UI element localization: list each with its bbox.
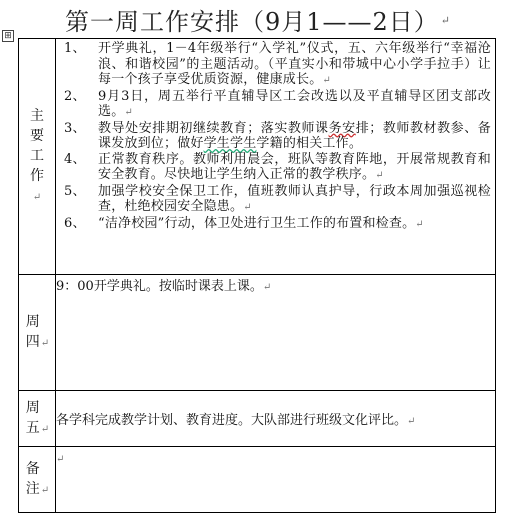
item-text: 加强学校安全保卫工作，值班教师认真护导，行政本周加强巡视检查，杜绝校园安全隐患。: [98, 183, 491, 214]
item-text-part: 排；教师教材教参、备课发放到位；做好: [98, 120, 491, 151]
item-number: 5、: [64, 183, 86, 199]
paragraph-mark: ↵: [40, 423, 50, 435]
thursday-content[interactable]: [56, 275, 496, 391]
table-row-friday: [19, 391, 496, 447]
paragraph-mark: ↵: [375, 170, 384, 181]
row-label-cell: [19, 39, 56, 275]
row-label-cell: [19, 447, 56, 513]
item-number: 4、: [64, 151, 86, 167]
row-label-cell: [19, 391, 56, 447]
list-item: [62, 41, 491, 89]
item-text: 9月3日，周五举行平直辅导区工会改选以及平直辅导区团支部改选。: [98, 88, 491, 119]
notes-content[interactable]: [56, 447, 496, 513]
row-label-notes: 备注: [25, 460, 40, 497]
item-text: “洁净校园”行动，体卫处进行卫生工作的布置和检查。: [98, 215, 416, 231]
row-label-cell: [19, 275, 56, 391]
table-move-handle-icon[interactable]: ⊞: [2, 30, 14, 42]
row-label-main-work: 主要工作: [30, 107, 44, 184]
thursday-text: 9：00开学典礼。按临时课表上课。: [56, 279, 263, 294]
row-label-friday: 周五: [25, 399, 40, 436]
paragraph-mark: ↵: [124, 107, 133, 118]
spellcheck-underline[interactable]: 务安: [328, 120, 356, 136]
table-row-notes: [19, 447, 496, 513]
list-item: [62, 216, 491, 233]
paragraph-mark: ↵: [415, 218, 424, 230]
item-text: 正常教育秩序。教师利用晨会，班队等教育阵地，开展常规教育和安全教育。尽快地让学生纳入正常的教学秩序。: [98, 151, 491, 182]
paragraph-mark: ↵: [40, 484, 50, 496]
item-number: 6、: [64, 215, 86, 231]
item-number: 3、: [64, 120, 86, 136]
grammar-underline[interactable]: 学生学生: [203, 136, 257, 151]
item-number: 2、: [64, 88, 86, 104]
item-text-part: 学籍的相关工作。: [256, 136, 363, 151]
paragraph-mark: ↵: [407, 416, 416, 427]
schedule-table: [18, 38, 496, 513]
paragraph-mark: ↵: [32, 191, 42, 203]
title-text: 第一周工作安排（9月1——2日）: [64, 8, 439, 36]
list-item: [62, 152, 491, 184]
list-item: [62, 89, 491, 121]
item-number: 1、: [64, 41, 86, 56]
page-title: [0, 2, 516, 37]
item-text-part: 教导处安排期初继续教育；落实教师课: [98, 120, 329, 136]
paragraph-mark: ↵: [40, 337, 50, 349]
table-row-main-work: [19, 39, 496, 275]
item-text: 开学典礼，1－4年级举行“入学礼”仪式，五、六年级举行“幸福沧浪、和谐校园”的主题活动。（平直实小和带城中心小学手拉手）让每一个孩子享受优质资源，健康成长。: [98, 41, 491, 87]
paragraph-mark: ↵: [243, 202, 252, 213]
paragraph-mark: ↵: [322, 75, 331, 86]
paragraph-mark: ↵: [440, 14, 452, 27]
friday-content[interactable]: [56, 391, 496, 447]
row-label-thursday: 周四: [25, 313, 40, 350]
list-item: [62, 121, 491, 152]
main-work-content[interactable]: [56, 39, 496, 275]
table-row-thursday: [19, 275, 496, 391]
paragraph-mark: ↵: [56, 454, 65, 465]
list-item: [62, 184, 491, 216]
friday-text: 各学科完成教学计划、教育进度。大队部进行班级文化评比。: [56, 413, 408, 428]
paragraph-mark: ↵: [262, 282, 272, 293]
